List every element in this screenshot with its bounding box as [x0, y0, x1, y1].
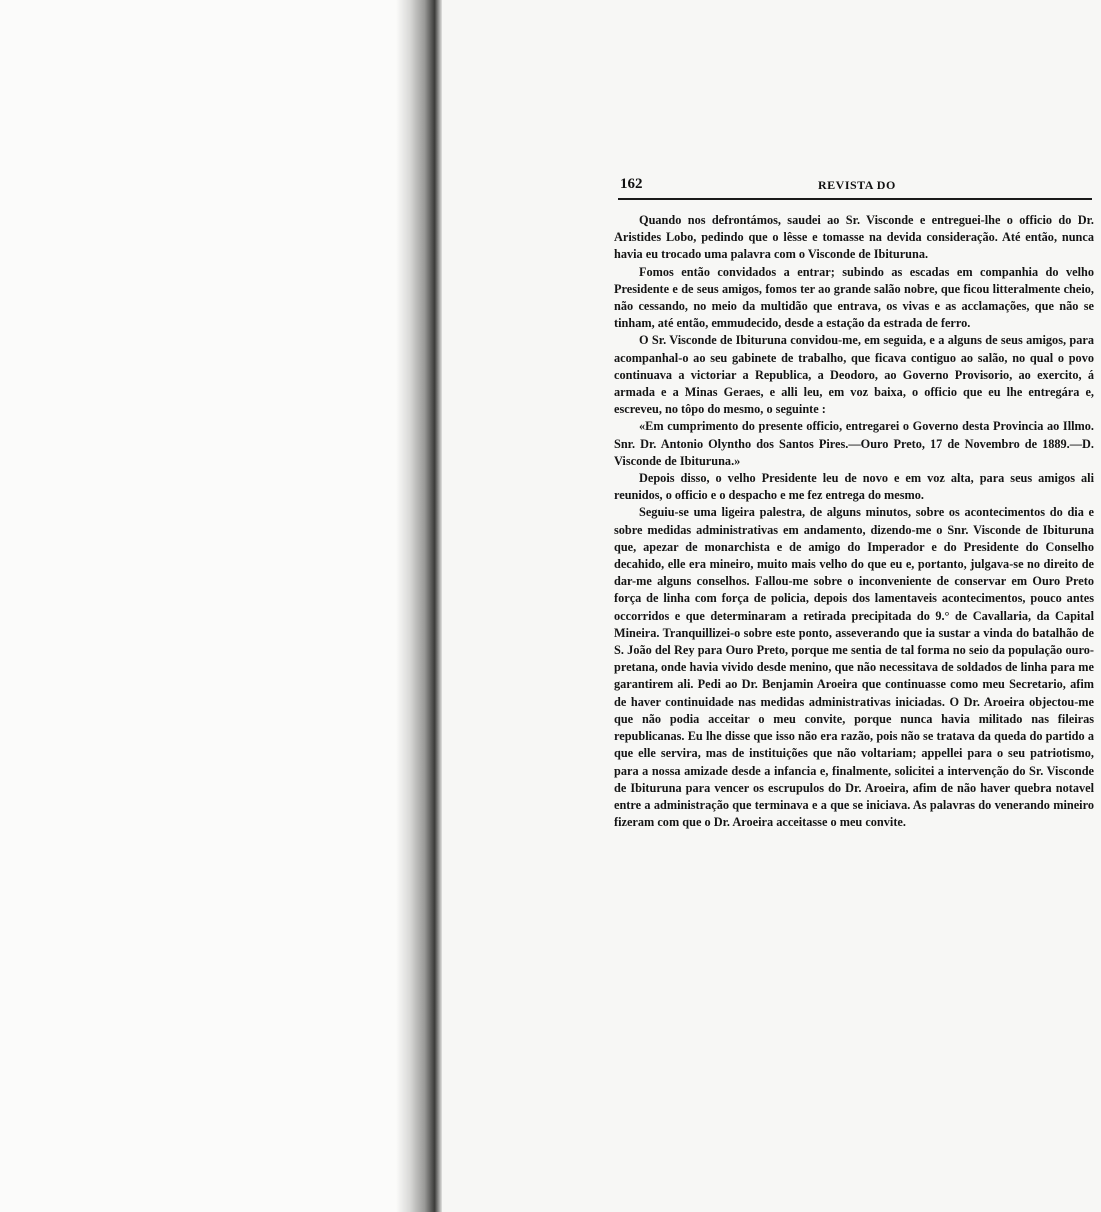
body-text — [614, 212, 1094, 831]
page-header — [618, 176, 1092, 200]
paragraph: Fomos então convidados a entrar; subindo as escadas em companhia do velho Presidente e de seus amigos, fomos ter ao grande salão nobre, que ficou litteralmente cheio, não cessando, no meio da multidão que entrava, os vivas e as acclamações, que não se tinham, até então, emmudecido, desde a estação da estrada de ferro. — [614, 264, 1094, 331]
paragraph: Quando nos defrontámos, saudei ao Sr. Visconde e entreguei-lhe o officio do Dr. Aristides Lobo, pedindo que o lêsse e tomasse na devida consideração. Até então, nunca havia eu trocado uma palavra com o Visconde de Ibituruna. — [614, 213, 1094, 262]
running-title: REVISTA DO — [818, 178, 896, 192]
paragraph: Seguiu-se uma ligeira palestra, de alguns minutos, sobre os acontecimentos do dia e sobre medidas administrativas em andamento, dizendo-me o Snr. Visconde de Ibituruna que, apezar de monarchista e de amigo do Imperador e do Presidente do Conselho decahido, elle era mineiro, muito mais velho do que eu e, portanto, julgava-se no direito de dar-me alguns conselhos. Fallou-me sobre o inconveniente de conservar em Ouro Preto força de linha com força de policia, depois dos lamentaveis acontecimentos, pouco antes occorridos e que determinaram a retirada precipitada do 9.° de Cavallaria, da Capital Mineira. Tranquillizei-o sobre este ponto, asseverando que ia sustar a vinda do batalhão de S. João del Rey para Ouro Preto, porque me sentia de tal forma no seio da população ouro-pretana, onde havia vivido desde menino, que não necessitava de soldados de linha para me garantirem ali. Pedi ao Dr. Benjamin Aroeira que continuasse como meu Secretario, afim de haver continuidade nas medidas administrativas iniciadas. O Dr. Aroeira objectou-me que não podia acceitar o meu convite, porque nunca havia militado nas fileiras republicanas. Eu lhe disse que isso não era razão, pois não se tratava da queda do partido a que elle servira, mas de instituições que não voltariam; appellei para o seu patriotismo, para a nossa amizade desde a infancia e, finalmente, solicitei a intervenção do Sr. Visconde de Ibituruna para vencer os escrupulos do Dr. Aroeira, afim de não haver quebra notavel entre a administração que terminava e a que se iniciava. As palavras do venerando mineiro fizeram com que o Dr. Aroeira acceitasse o meu convite. — [614, 505, 1094, 830]
book-spine-gutter — [396, 0, 442, 1212]
paragraph: O Sr. Visconde de Ibituruna convidou-me, em seguida, e a alguns de seus amigos, para acompanhal-o ao seu gabinete de trabalho, que ficava contiguo ao salão, no qual o povo continuava a victoriar a Republica, a Deodoro, ao Governo Provisorio, ao exercito, á armada e a Minas Geraes, e alli leu, em voz baixa, o officio que eu lhe entregára e, escreveu, no tôpo do mesmo, o seguinte : — [614, 333, 1094, 417]
paragraph-quote: «Em cumprimento do presente officio, entregarei o Governo desta Provincia ao Illmo. Snr. Dr. Antonio Olyntho dos Santos Pires.—Ouro Preto, 17 de Novembro de 1889.—D. Visconde de Ibituruna.» — [614, 419, 1094, 468]
page-number: 162 — [620, 176, 643, 192]
left-page-blank — [0, 0, 440, 1212]
paragraph: Depois disso, o velho Presidente leu de novo e em voz alta, para seus amigos ali reunidos, o officio e o despacho e me fez entrega do mesmo. — [614, 471, 1094, 503]
